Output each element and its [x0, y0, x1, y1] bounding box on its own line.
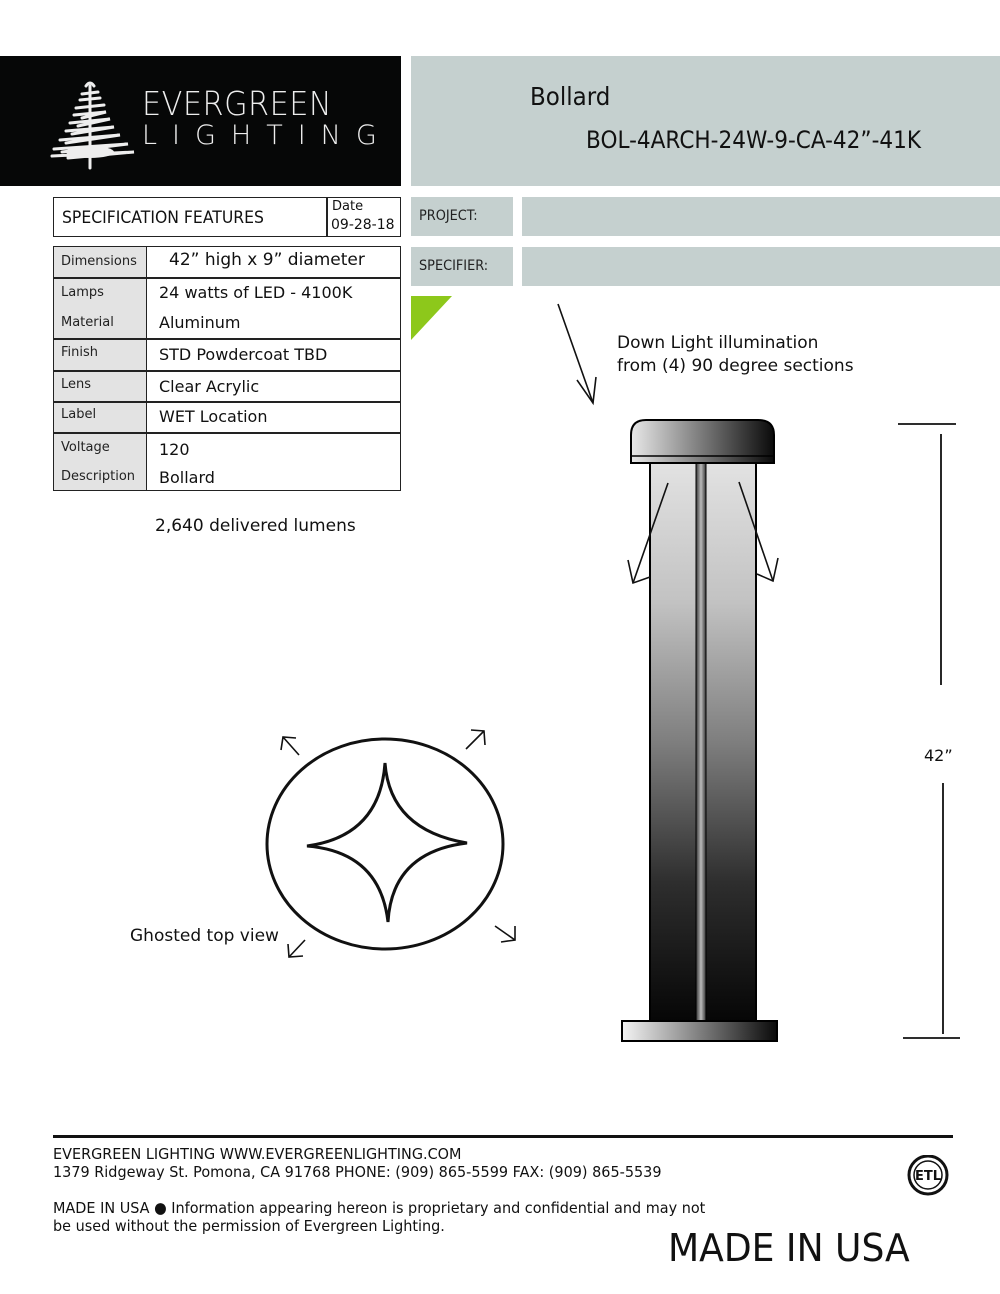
- spec-value-lamps: 24 watts of LED - 4100K: [159, 283, 353, 302]
- spec-label-lens: Lens: [61, 377, 92, 392]
- spec-value-label: WET Location: [159, 407, 268, 426]
- svg-text:ETL: ETL: [914, 1169, 942, 1184]
- date-value: 09-28-18: [331, 217, 395, 233]
- project-label: PROJECT:: [419, 208, 478, 224]
- footer-disclaimer-line1: MADE IN USA ● Information appearing hereon is proprietary and confidential and may not: [53, 1199, 706, 1217]
- date-label: Date: [332, 199, 364, 214]
- spec-value-material: Aluminum: [159, 313, 241, 332]
- spec-label-voltage: Voltage: [61, 440, 110, 455]
- footer-disclaimer-line2: be used without the permission of Evergreen Lighting.: [53, 1217, 445, 1235]
- product-title: Bollard: [530, 82, 611, 111]
- spec-label-lamps: Lamps: [61, 285, 104, 300]
- made-in-usa-badge: MADE IN USA: [668, 1226, 910, 1270]
- spec-value-dimensions: 42” high x 9” diameter: [169, 250, 365, 270]
- spec-label-label: Label: [61, 407, 97, 422]
- footer-address-line: 1379 Ridgeway St. Pomona, CA 91768 PHONE: (909) 865-5599 FAX: (909) 865-5539: [53, 1163, 662, 1181]
- product-model-number: BOL-4ARCH-24W-9-CA-42”-41K: [586, 126, 922, 154]
- spec-value-description: Bollard: [159, 468, 215, 487]
- dimension-line: [898, 424, 960, 1038]
- spec-value-finish: STD Powdercoat TBD: [159, 345, 328, 364]
- footer-divider: [53, 1135, 953, 1138]
- footer-company-line: EVERGREEN LIGHTING WWW.EVERGREENLIGHTING.COM: [53, 1145, 462, 1163]
- spec-value-voltage: 120: [159, 440, 190, 459]
- down-light-note-line2: from (4) 90 degree sections: [617, 356, 854, 376]
- spec-value-lens: Clear Acrylic: [159, 377, 260, 396]
- height-dimension-label: 42”: [924, 746, 953, 765]
- spec-header-title: SPECIFICATION FEATURES: [62, 208, 264, 228]
- logo-text-lighting: LIGHTING: [142, 120, 392, 151]
- spec-label-material: Material: [61, 315, 114, 330]
- top-view-label: Ghosted top view: [130, 926, 279, 946]
- etl-listed-icon: [904, 1155, 952, 1197]
- top-view-drawing: [267, 739, 503, 949]
- delivered-lumens: 2,640 delivered lumens: [155, 516, 356, 536]
- logo-text-evergreen: EVERGREEN: [142, 84, 333, 123]
- spec-label-dimensions: Dimensions: [61, 254, 137, 269]
- spec-label-description: Description: [61, 469, 136, 484]
- down-light-note-line1: Down Light illumination: [617, 333, 819, 353]
- arrow-down-icon: [558, 304, 596, 403]
- specifier-label: SPECIFIER:: [419, 258, 489, 274]
- spec-label-finish: Finish: [61, 345, 99, 360]
